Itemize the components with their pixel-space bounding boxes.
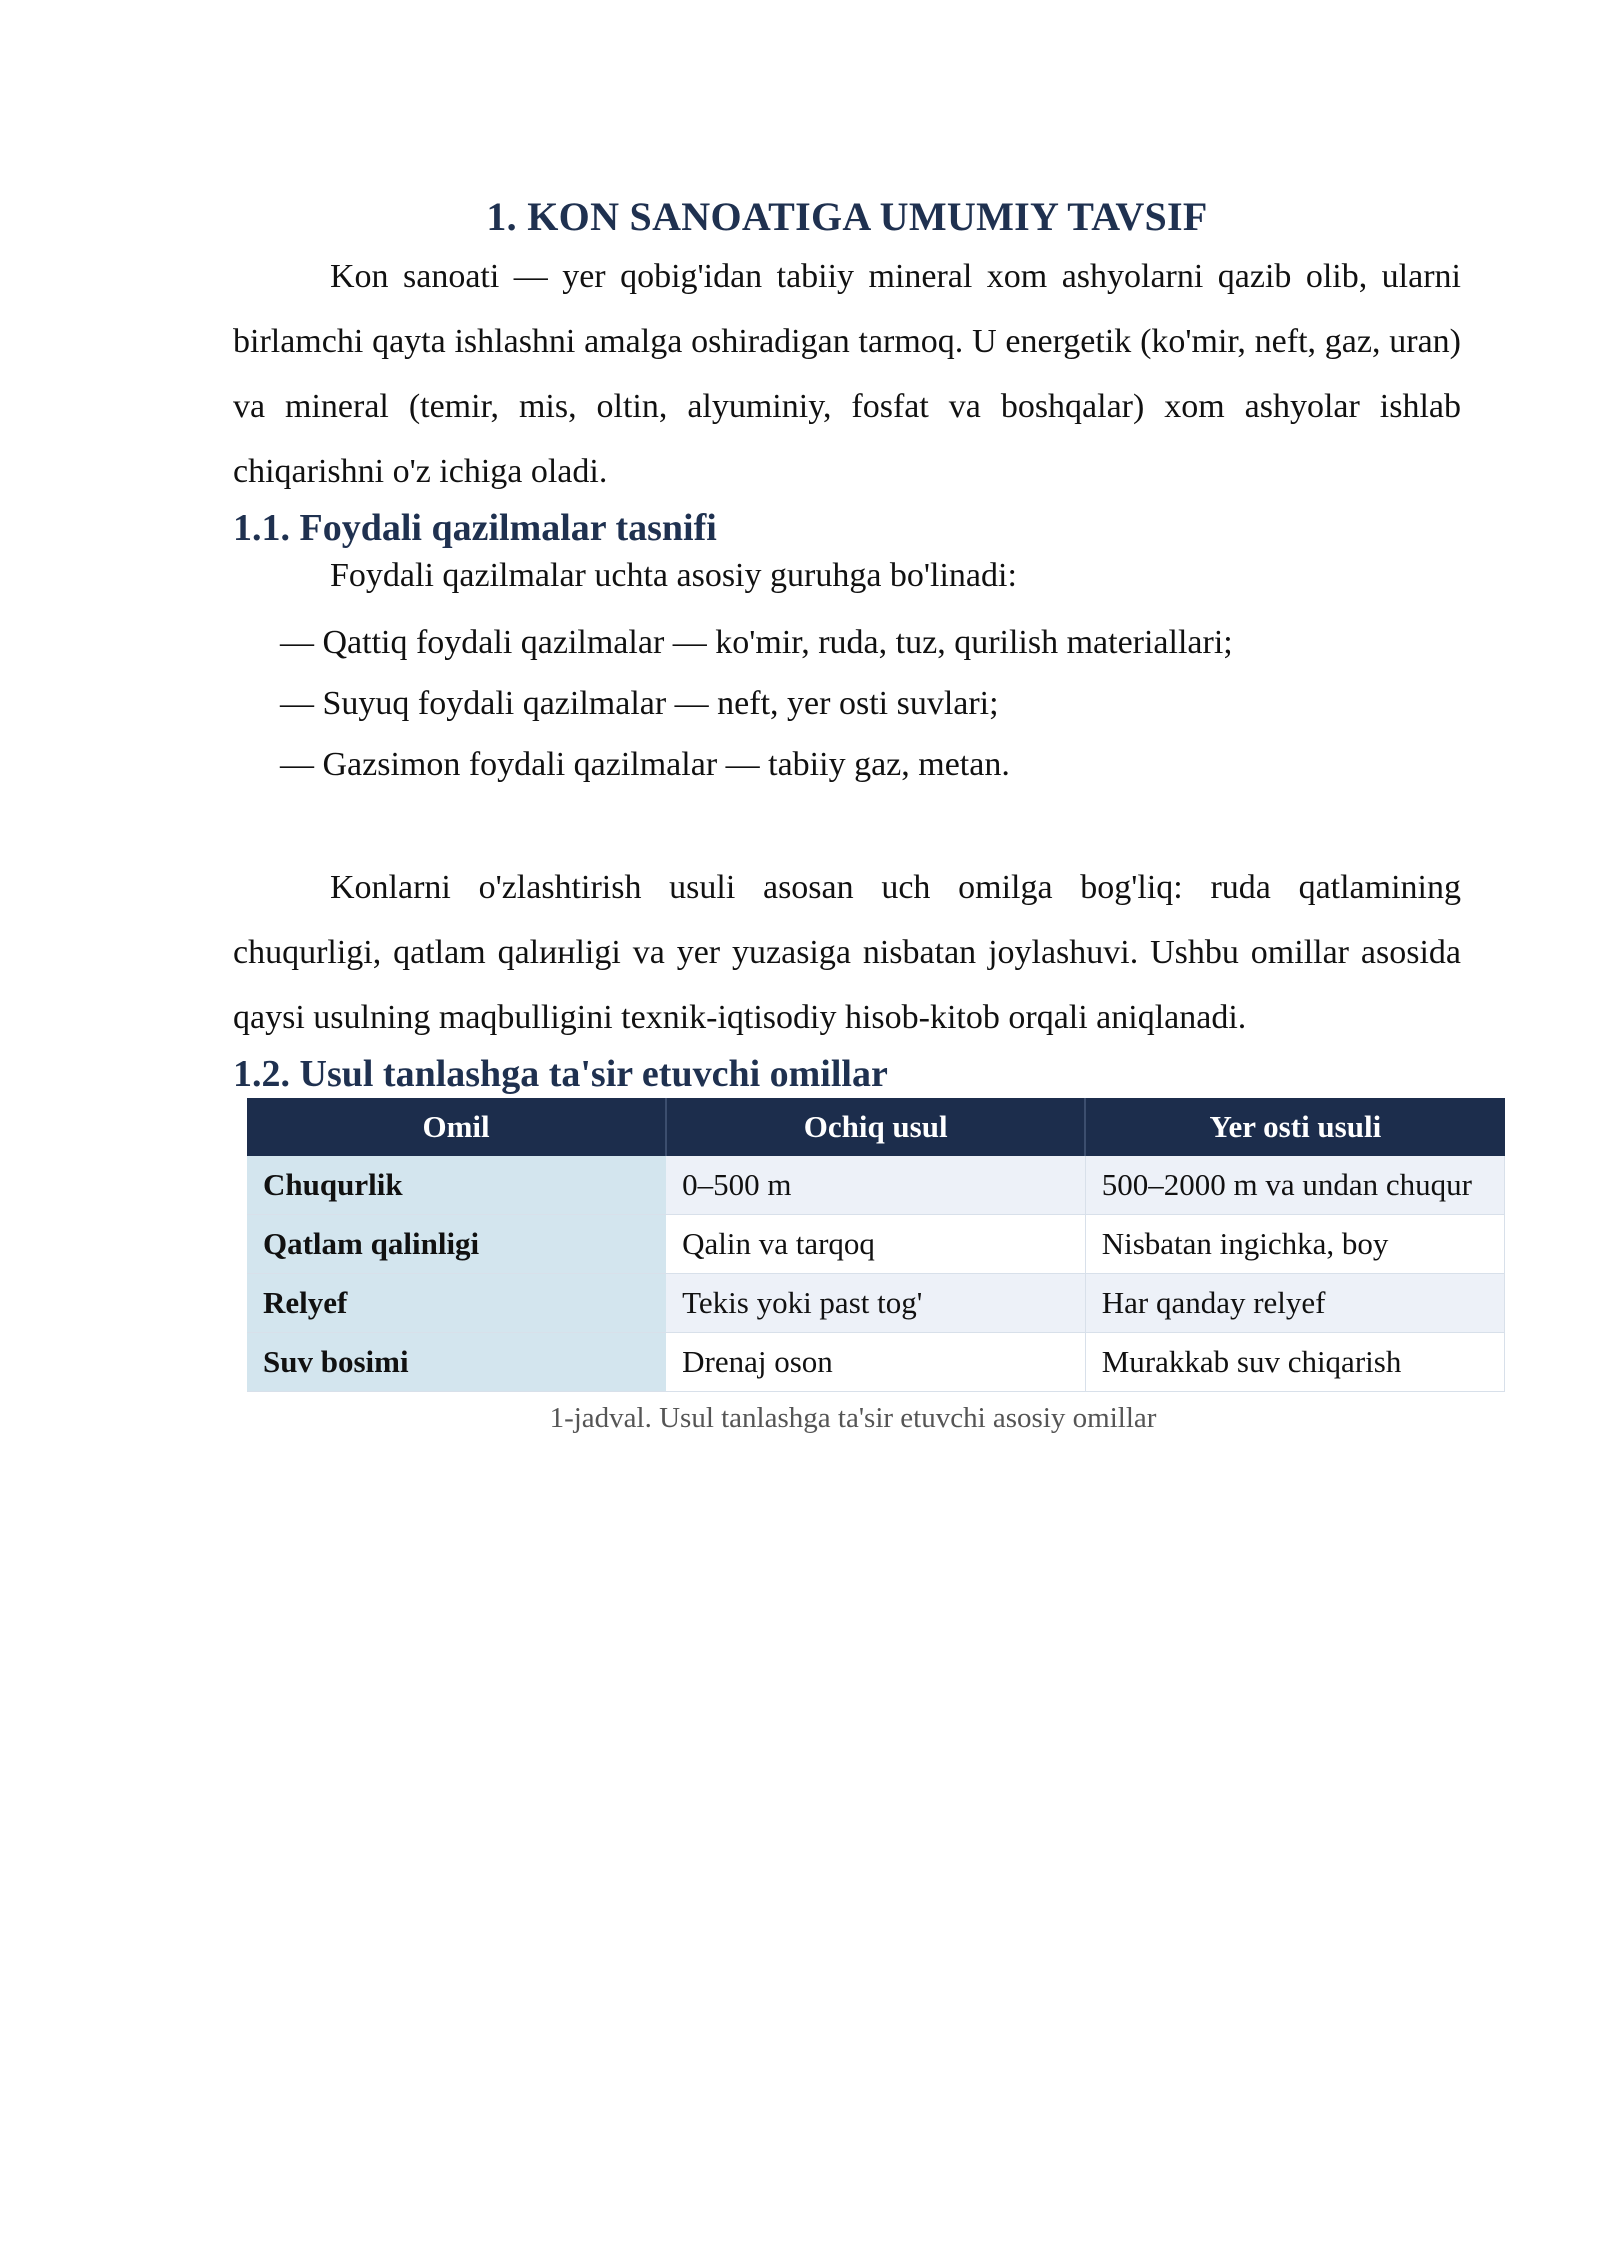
underground-method-cell: Murakkab suv chiqarish — [1085, 1333, 1504, 1392]
factors-table — [247, 1098, 1505, 1392]
paragraph-spacer — [233, 795, 1461, 855]
underground-method-cell: Nisbatan ingichka, boy — [1085, 1215, 1504, 1274]
list-item: — Qattiq foydali qazilmalar — ko'mir, ruda, tuz, qurilish materiallari; — [280, 624, 1233, 661]
table-row — [247, 1274, 1505, 1333]
underground-method-cell: 500–2000 m va undan chuqur — [1085, 1156, 1504, 1215]
column-header-omil: Omil — [247, 1098, 666, 1156]
section-heading-1-2: 1.2. Usul tanlashga ta'sir etuvchi omillar — [233, 1053, 888, 1095]
table-row — [247, 1215, 1505, 1274]
table-caption: 1-jadval. Usul tanlashga ta'sir etuvchi asosiy omillar — [549, 1402, 1157, 1434]
table-row — [247, 1333, 1505, 1392]
column-header-underground-method: Yer osti usuli — [1085, 1098, 1504, 1156]
list-item: — Suyuq foydali qazilmalar — neft, yer osti suvlari; — [280, 685, 999, 722]
section-lead: Foydali qazilmalar uchta asosiy guruhga bo'linadi: — [330, 557, 1017, 594]
list-item: — Gazsimon foydali qazilmalar — tabiiy gaz, metan. — [280, 746, 1010, 783]
mineral-groups-list — [233, 612, 1461, 795]
column-header-open-method: Ochiq usul — [666, 1098, 1085, 1156]
document-title: 1. KON SANOATIGA UMUMIY TAVSIF — [486, 194, 1208, 239]
method-paragraph: Konlarni o'zlashtirish usuli asosan uch omilga bog'liq: ruda qatlamining chuqurligi, qatlam qalинligi va yer yuzasiga nisbatan joylashuvi. Ushbu omillar asosida qaysi usulning maqbulligini texnik-iqtisodiy hisob-kitob orqali aniqlanadi. — [233, 869, 1461, 1036]
factor-cell: Qatlam qalinligi — [247, 1215, 666, 1274]
open-method-cell: Drenaj oson — [666, 1333, 1085, 1392]
open-method-cell: Qalin va tarqoq — [666, 1215, 1085, 1274]
underground-method-cell: Har qanday relyef — [1085, 1274, 1504, 1333]
intro-paragraph: Kon sanoati — yer qobig'idan tabiiy mineral xom ashyolarni qazib olib, ularni birlamchi qayta ishlashni amalga oshiradigan tarmoq. U energetik (ko'mir, neft, gaz, uran) va mineral (temir, mis, oltin, alyuminiy, fosfat va boshqalar) xom ashyolar ishlab chiqarishni o'z ichiga oladi. — [233, 258, 1461, 490]
factor-cell: Chuqurlik — [247, 1156, 666, 1215]
section-heading-1-1: 1.1. Foydali qazilmalar tasnifi — [233, 507, 717, 549]
open-method-cell: 0–500 m — [666, 1156, 1085, 1215]
open-method-cell: Tekis yoki past tog' — [666, 1274, 1085, 1333]
factor-cell: Suv bosimi — [247, 1333, 666, 1392]
factor-cell: Relyef — [247, 1274, 666, 1333]
table-row — [247, 1156, 1505, 1215]
factors-table-wrapper — [247, 1098, 1505, 1392]
document-page — [233, 190, 1472, 1438]
table-header-row — [247, 1098, 1505, 1156]
